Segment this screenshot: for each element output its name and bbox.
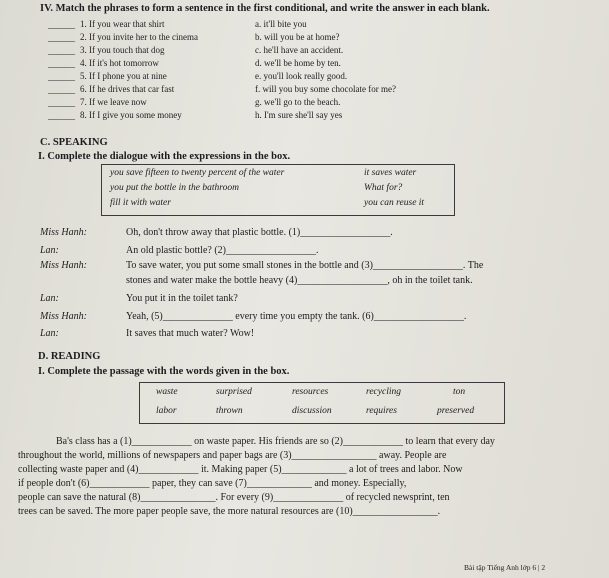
expression: you save fifteen to twenty percent of the water	[110, 168, 285, 178]
blank: ______	[48, 72, 75, 82]
word: resources	[292, 387, 329, 397]
left-item-2: 2. If you invite her to the cinema	[80, 32, 198, 42]
right-item-c: c. he'll have an accident.	[255, 45, 344, 55]
word: discussion	[292, 406, 332, 416]
word: recycling	[366, 387, 401, 397]
speaker: Miss Hanh:	[40, 227, 87, 238]
right-item-h: h. I'm sure she'll say yes	[255, 110, 343, 120]
dialogue-line: An old plastic bottle? (2)__________________.	[126, 245, 319, 256]
dialogue-line: Oh, don't throw away that plastic bottle. (1)__________________.	[126, 227, 393, 238]
expression: you put the bottle in the bathroom	[110, 183, 239, 193]
word: preserved	[437, 406, 475, 416]
right-item-f: f. will you buy some chocolate for me?	[255, 84, 396, 94]
expressions-box	[101, 164, 455, 216]
speaker: Miss Hanh:	[40, 260, 87, 271]
dialogue-line: You put it in the toilet tank?	[126, 293, 238, 304]
speaking-task: I. Complete the dialogue with the expressions in the box.	[38, 151, 291, 162]
passage-line: Ba's class has a (1)____________ on waste paper. His friends are so (2)____________ to learn that every day	[56, 436, 495, 447]
word: ton	[453, 387, 466, 397]
blank: ______	[48, 59, 75, 69]
passage-line: people can save the natural (8)_______________. For every (9)______________ of recycled newsprint, ten	[18, 492, 450, 503]
dialogue-line: To save water, you put some small stones in the bottle and (3)__________________. The	[126, 260, 484, 271]
passage-line: collecting waste paper and (4)____________ it. Making paper (5)_____________ a lot of trees and labor. Now	[18, 464, 463, 475]
speaker: Lan:	[40, 328, 59, 339]
word: surprised	[216, 387, 252, 397]
left-item-5: 5. If I phone you at nine	[80, 71, 167, 81]
speaker: Lan:	[40, 245, 59, 256]
expression: you can reuse it	[364, 198, 425, 208]
blank: ______	[48, 46, 75, 56]
left-item-1: 1. If you wear that shirt	[80, 19, 165, 29]
word: thrown	[216, 406, 243, 416]
reading-task: I. Complete the passage with the words given in the box.	[38, 366, 290, 377]
passage-line: if people don't (6)____________ paper, they can save (7)_____________ and money. Especially,	[18, 478, 407, 489]
passage-line: throughout the world, millions of newspapers and paper bags are (3)_________________ away. People are	[18, 450, 447, 461]
word: labor	[156, 406, 177, 416]
right-item-e: e. you'll look really good.	[255, 71, 348, 81]
blank: ______	[48, 111, 75, 121]
expression: What for?	[364, 183, 403, 193]
page-footer: Bài tập Tiếng Anh lớp 6 | 2	[464, 563, 546, 572]
blank: ______	[48, 85, 75, 95]
reading-heading: D. READING	[38, 351, 101, 362]
left-item-7: 7. If we leave now	[80, 97, 147, 107]
word: waste	[156, 387, 178, 397]
section-4-title: IV. Match the phrases to form a sentence in the first conditional, and write the answer in each blank.	[40, 3, 490, 14]
expression: it saves water	[364, 168, 417, 178]
word-box	[139, 382, 505, 424]
right-item-d: d. we'll be home by ten.	[255, 58, 341, 68]
right-item-g: g. we'll go to the beach.	[255, 97, 341, 107]
word: requires	[366, 406, 397, 416]
blank: ______	[48, 98, 75, 108]
left-item-6: 6. If he drives that car fast	[80, 84, 175, 94]
speaker: Lan:	[40, 293, 59, 304]
dialogue-line: Yeah, (5)______________ every time you empty the tank. (6)__________________.	[126, 311, 467, 322]
expression: fill it with water	[110, 198, 171, 208]
dialogue-line: stones and water make the bottle heavy (4)__________________, oh in the toilet tank.	[126, 275, 473, 286]
blank: ______	[48, 33, 75, 43]
speaker: Miss Hanh:	[40, 311, 87, 322]
blank: ______	[48, 20, 75, 30]
dialogue-line: It saves that much water? Wow!	[126, 328, 255, 339]
left-item-4: 4. If it's hot tomorrow	[80, 58, 159, 68]
right-item-b: b. will you be at home?	[255, 32, 340, 42]
right-item-a: a. it'll bite you	[255, 19, 307, 29]
speaking-heading: C. SPEAKING	[40, 137, 108, 148]
left-item-8: 8. If I give you some money	[80, 110, 182, 120]
left-item-3: 3. If you touch that dog	[80, 45, 165, 55]
passage-line: trees can be saved. The more paper people save, the more natural resources are (10)_________________.	[18, 506, 441, 517]
